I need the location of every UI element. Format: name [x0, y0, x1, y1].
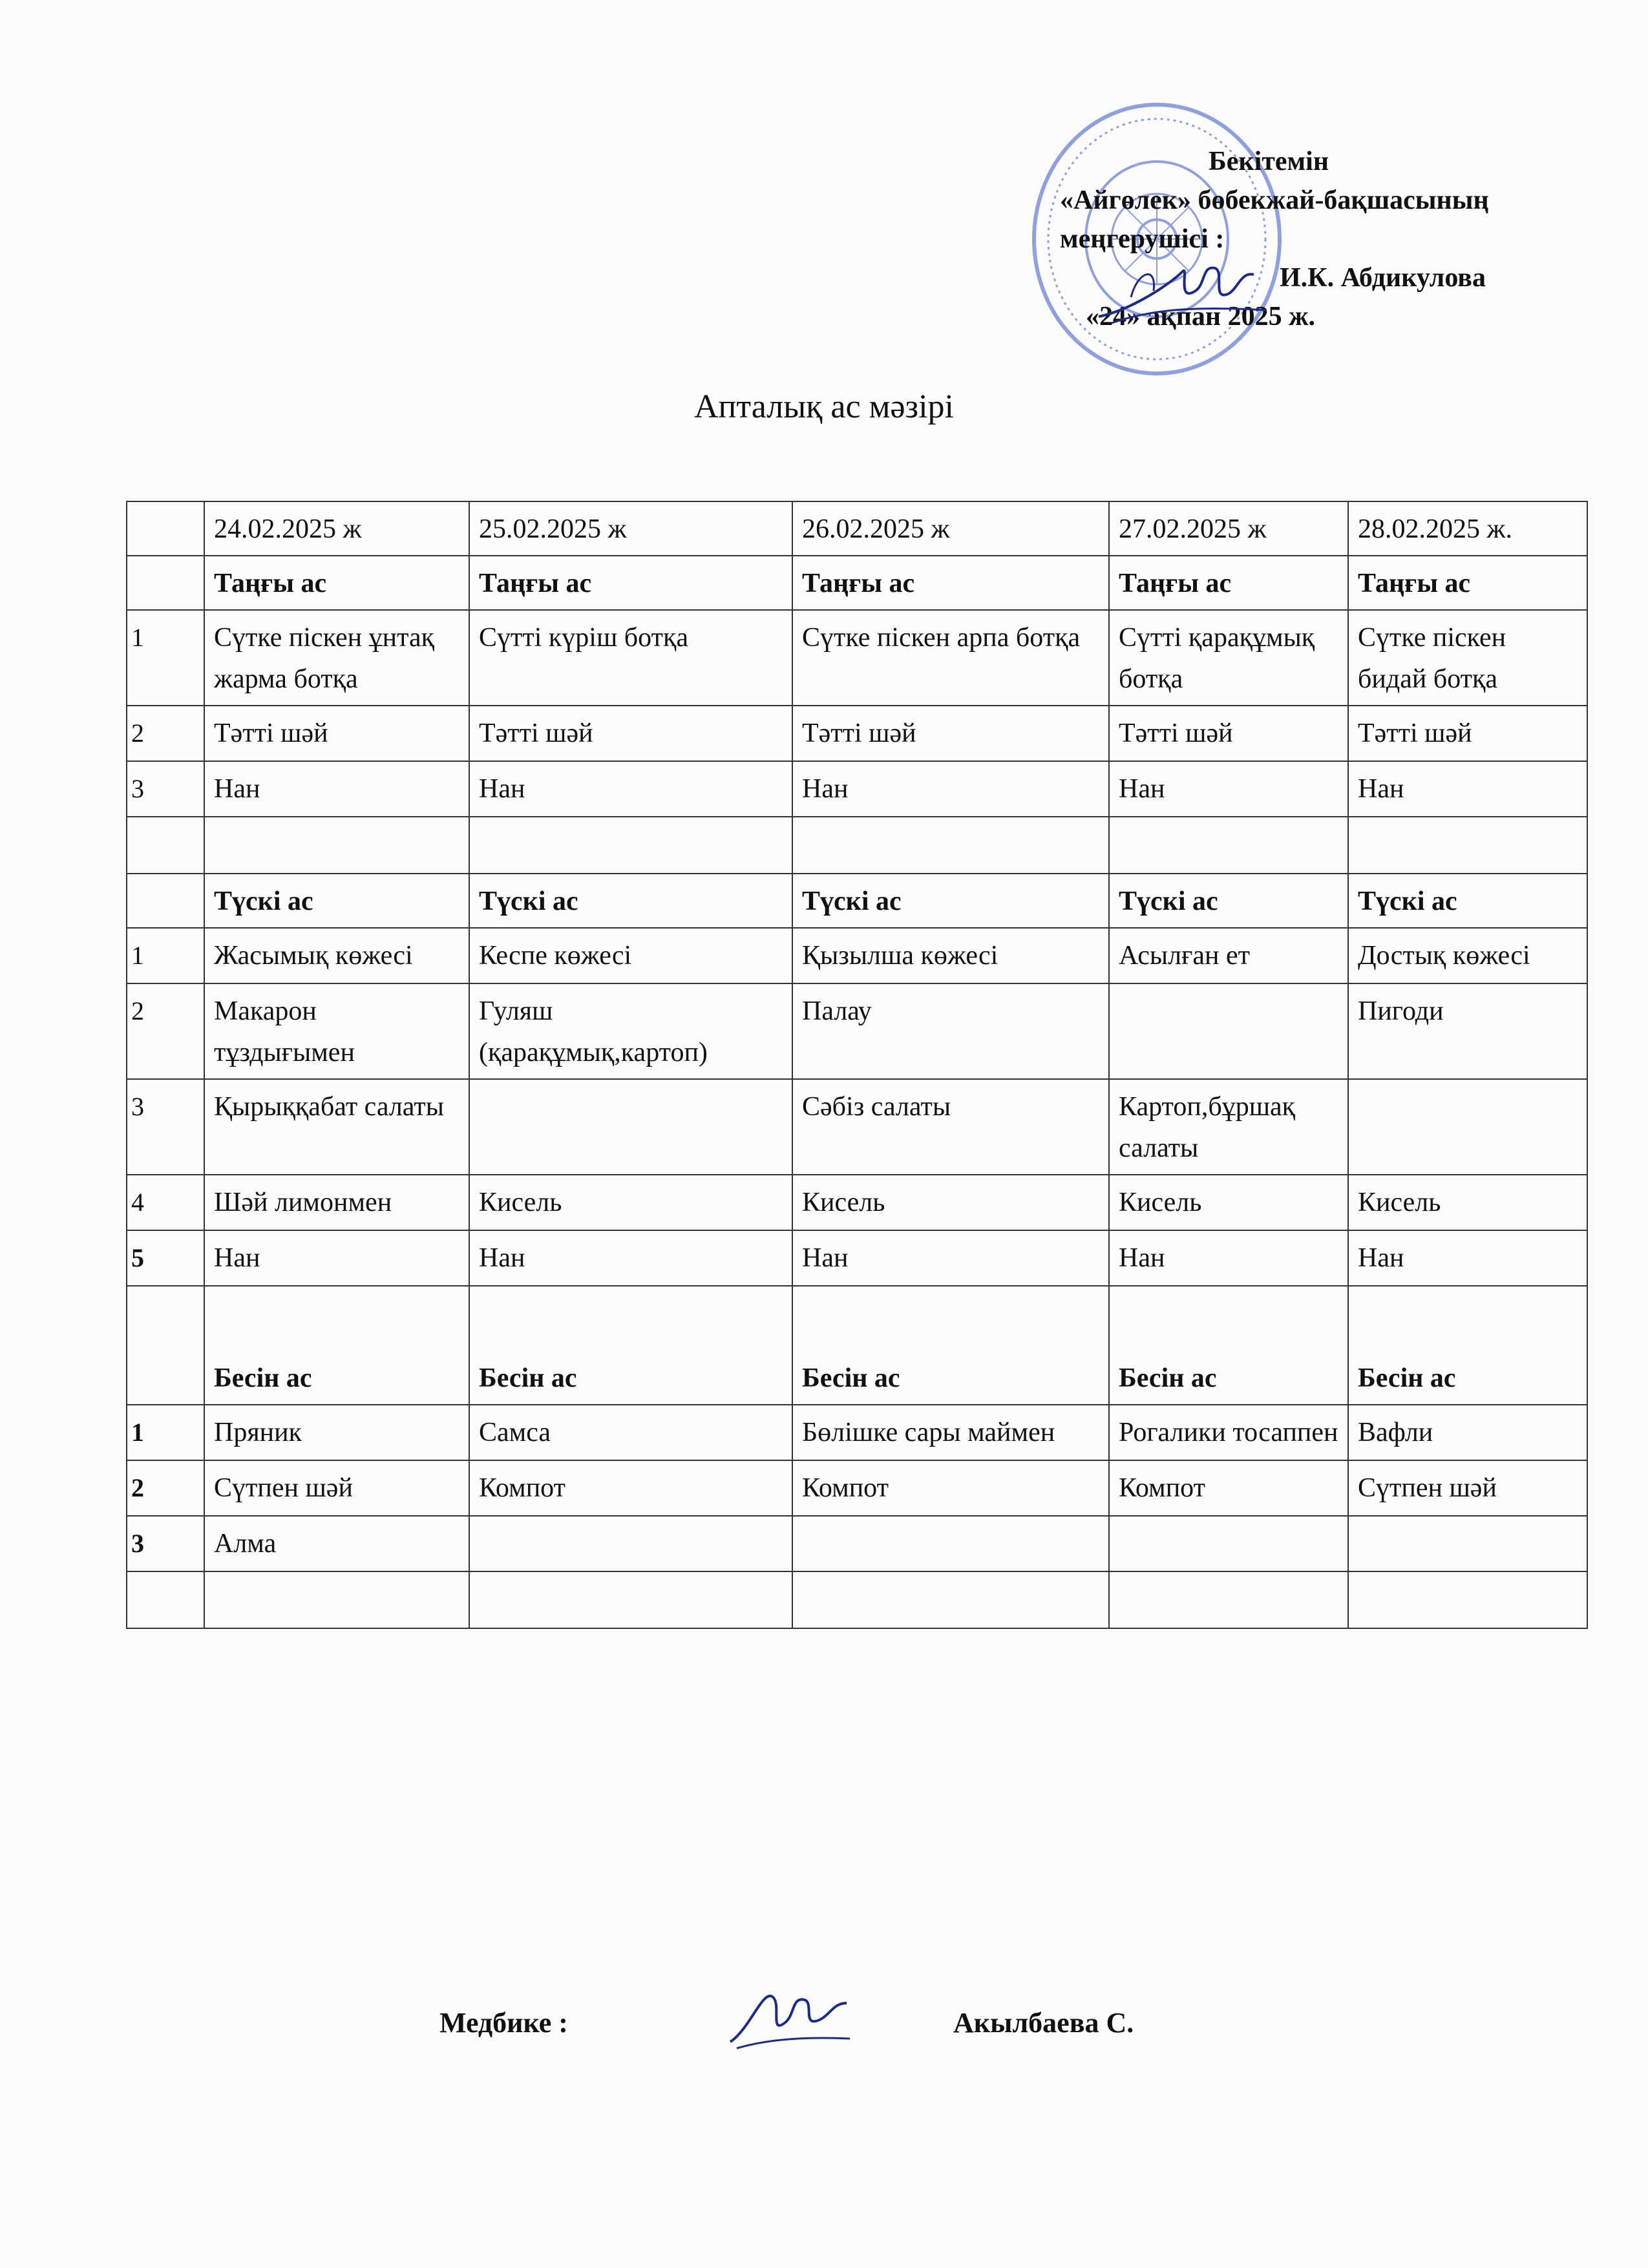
menu-item: Сүтті күріш ботқа — [469, 610, 792, 706]
menu-item: Бөлішке сары маймен — [792, 1405, 1109, 1460]
empty-cell — [204, 817, 469, 874]
menu-item: Макарон тұздығымен — [204, 983, 469, 1079]
date-header: 28.02.2025 ж. — [1348, 501, 1587, 556]
menu-item: Компот — [1109, 1460, 1348, 1516]
row-number: 5 — [127, 1230, 204, 1286]
menu-item: Тәтті шәй — [1109, 706, 1348, 761]
page-title: Апталық ас мәзірі — [693, 388, 954, 425]
table-row — [127, 761, 1587, 817]
menu-item: Тәтті шәй — [1348, 706, 1587, 761]
menu-item: Компот — [469, 1460, 792, 1516]
empty-cell — [469, 1571, 792, 1628]
approval-position: меңгерушісі : — [1060, 224, 1225, 254]
menu-item: Сүтке піскен ұнтақ жарма ботқа — [204, 610, 469, 706]
meal-header: Таңғы ас — [1109, 556, 1348, 610]
meal-header: Түскі ас — [792, 874, 1109, 928]
row-number: 1 — [127, 610, 204, 706]
row-number: 3 — [127, 1079, 204, 1175]
menu-item — [469, 1079, 792, 1175]
meal-header-row — [127, 874, 1587, 928]
menu-item — [792, 1516, 1109, 1571]
meal-header-row — [127, 556, 1587, 610]
table-row — [127, 706, 1587, 761]
date-header: 24.02.2025 ж — [204, 501, 469, 556]
menu-item: Нан — [1348, 761, 1587, 817]
menu-item: Кисель — [1109, 1175, 1348, 1230]
meal-header-blank — [127, 556, 204, 610]
menu-item: Пряник — [204, 1405, 469, 1460]
table-row — [127, 610, 1587, 706]
weekly-menu-table — [126, 501, 1588, 1629]
menu-item: Кисель — [1348, 1175, 1587, 1230]
meal-header-blank — [127, 1286, 204, 1405]
meal-header: Таңғы ас — [204, 556, 469, 610]
menu-item: Кеспе көжесі — [469, 928, 792, 983]
menu-item: Алма — [204, 1516, 469, 1571]
menu-item: Жасымық көжесі — [204, 928, 469, 983]
empty-row — [127, 817, 1587, 874]
menu-item: Тәтті шәй — [792, 706, 1109, 761]
menu-item: Кисель — [469, 1175, 792, 1230]
approval-organization: «Айгөлек» бөбекжай-бақшасының — [1060, 185, 1489, 215]
menu-item: Сәбіз салаты — [792, 1079, 1109, 1175]
meal-header: Бесін ас — [204, 1286, 469, 1405]
row-number: 2 — [127, 1460, 204, 1516]
menu-item: Сүтпен шәй — [1348, 1460, 1587, 1516]
menu-item: Сүтке піскен бидай ботқа — [1348, 610, 1587, 706]
empty-cell — [1109, 817, 1348, 874]
meal-header: Түскі ас — [204, 874, 469, 928]
nurse-signature — [724, 1977, 853, 2055]
menu-item: Нан — [204, 1230, 469, 1286]
meal-header-row — [127, 1286, 1587, 1405]
menu-item: Нан — [792, 761, 1109, 817]
menu-item: Нан — [469, 761, 792, 817]
menu-item: Компот — [792, 1460, 1109, 1516]
meal-header: Түскі ас — [1109, 874, 1348, 928]
menu-item: Картоп,бұршақ салаты — [1109, 1079, 1348, 1175]
date-header-row — [127, 501, 1587, 556]
row-number: 3 — [127, 761, 204, 817]
menu-item: Қырыққабат салаты — [204, 1079, 469, 1175]
table-row — [127, 1460, 1587, 1516]
table-row — [127, 1175, 1587, 1230]
date-header: 25.02.2025 ж — [469, 501, 792, 556]
menu-item: Рогалики тосаппен — [1109, 1405, 1348, 1460]
menu-item — [1109, 1516, 1348, 1571]
menu-item — [469, 1516, 792, 1571]
menu-item — [1348, 1516, 1587, 1571]
menu-item: Тәтті шәй — [204, 706, 469, 761]
table-row — [127, 928, 1587, 983]
menu-item: Сүтпен шәй — [204, 1460, 469, 1516]
empty-cell — [1348, 817, 1587, 874]
menu-item: Кисель — [792, 1175, 1109, 1230]
meal-header: Бесін ас — [1348, 1286, 1587, 1405]
empty-cell — [1109, 1571, 1348, 1628]
empty-cell — [792, 817, 1109, 874]
menu-item: Сүтті қарақұмық ботқа — [1109, 610, 1348, 706]
menu-item: Нан — [1109, 1230, 1348, 1286]
menu-item: Вафли — [1348, 1405, 1587, 1460]
menu-item: Палау — [792, 983, 1109, 1079]
meal-header: Таңғы ас — [792, 556, 1109, 610]
menu-item: Нан — [469, 1230, 792, 1286]
row-number: 4 — [127, 1175, 204, 1230]
approval-signatory: И.К. Абдикулова — [1280, 263, 1486, 293]
approval-heading: Бекітемін — [1209, 147, 1329, 176]
menu-item: Гуляш (қарақұмық,картоп) — [469, 983, 792, 1079]
table-row — [127, 1230, 1587, 1286]
table-row — [127, 1079, 1587, 1175]
menu-item: Пигоди — [1348, 983, 1587, 1079]
meal-header: Түскі ас — [469, 874, 792, 928]
meal-header-blank — [127, 874, 204, 928]
meal-header: Түскі ас — [1348, 874, 1587, 928]
table-row — [127, 1405, 1587, 1460]
empty-row — [127, 1571, 1587, 1628]
menu-item: Самса — [469, 1405, 792, 1460]
row-number: 1 — [127, 928, 204, 983]
row-number: 3 — [127, 1516, 204, 1571]
empty-cell — [204, 1571, 469, 1628]
row-number: 2 — [127, 706, 204, 761]
menu-item: Нан — [1109, 761, 1348, 817]
approval-date: «24» ақпан 2025 ж. — [1086, 302, 1316, 331]
meal-header: Бесін ас — [469, 1286, 792, 1405]
menu-item: Қызылша көжесі — [792, 928, 1109, 983]
nurse-name: Акылбаева С. — [953, 2007, 1134, 2039]
menu-item: Шәй лимонмен — [204, 1175, 469, 1230]
meal-header: Таңғы ас — [1348, 556, 1587, 610]
nurse-role: Медбике : — [439, 2007, 568, 2039]
menu-item — [1109, 983, 1348, 1079]
director-signature — [1092, 246, 1273, 336]
empty-cell — [127, 1571, 204, 1628]
row-number: 2 — [127, 983, 204, 1079]
table-row — [127, 1516, 1587, 1571]
meal-header: Таңғы ас — [469, 556, 792, 610]
menu-item: Сүтке піскен арпа ботқа — [792, 610, 1109, 706]
empty-cell — [127, 817, 204, 874]
menu-item: Нан — [792, 1230, 1109, 1286]
date-header: 27.02.2025 ж — [1109, 501, 1348, 556]
meal-header: Бесін ас — [1109, 1286, 1348, 1405]
date-header: 26.02.2025 ж — [792, 501, 1109, 556]
menu-item — [1348, 1079, 1587, 1175]
menu-item: Тәтті шәй — [469, 706, 792, 761]
empty-cell — [792, 1571, 1109, 1628]
corner-cell — [127, 501, 204, 556]
row-number: 1 — [127, 1405, 204, 1460]
meal-header: Бесін ас — [792, 1286, 1109, 1405]
menu-item: Асылған ет — [1109, 928, 1348, 983]
menu-item: Нан — [204, 761, 469, 817]
table-row — [127, 983, 1587, 1079]
empty-cell — [469, 817, 792, 874]
menu-item: Нан — [1348, 1230, 1587, 1286]
empty-cell — [1348, 1571, 1587, 1628]
menu-item: Достық көжесі — [1348, 928, 1587, 983]
